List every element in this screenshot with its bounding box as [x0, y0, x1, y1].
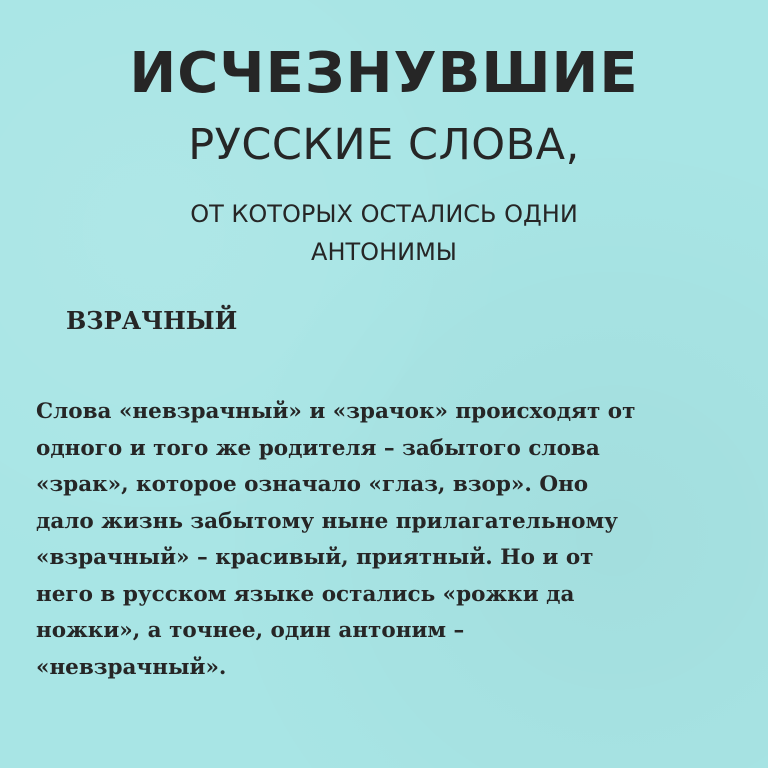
description-line: «зрак», которое означало «глаз, взор». Оно	[36, 472, 589, 497]
title-tagline-line-1: ОТ КОТОРЫХ ОСТАЛИСЬ ОДНИ	[190, 200, 578, 228]
entry-word: ВЗРАЧНЫЙ	[66, 306, 238, 335]
description-line: него в русском языке остались «рожки да	[36, 581, 575, 607]
title-tagline-line-2: АНТОНИМЫ	[311, 238, 457, 266]
entry-description	[36, 394, 736, 686]
page-subtitle: РУССКИЕ СЛОВА,	[188, 120, 580, 170]
description-line: дало жизнь забытому ныне прилагательному	[36, 508, 618, 534]
description-line: ножки», а точнее, один антоним –	[36, 618, 465, 643]
description-line: Слова «невзрачный» и «зрачок» происходят от	[36, 399, 636, 424]
page-title: ИСЧЕЗНУВШИЕ	[129, 41, 639, 106]
description-line: «невзрачный».	[36, 654, 227, 680]
title-tagline	[0, 195, 768, 271]
description-line: одного и того же родителя – забытого слова	[36, 435, 600, 461]
description-line: «взрачный» – красивый, приятный. Но и от	[36, 545, 594, 570]
